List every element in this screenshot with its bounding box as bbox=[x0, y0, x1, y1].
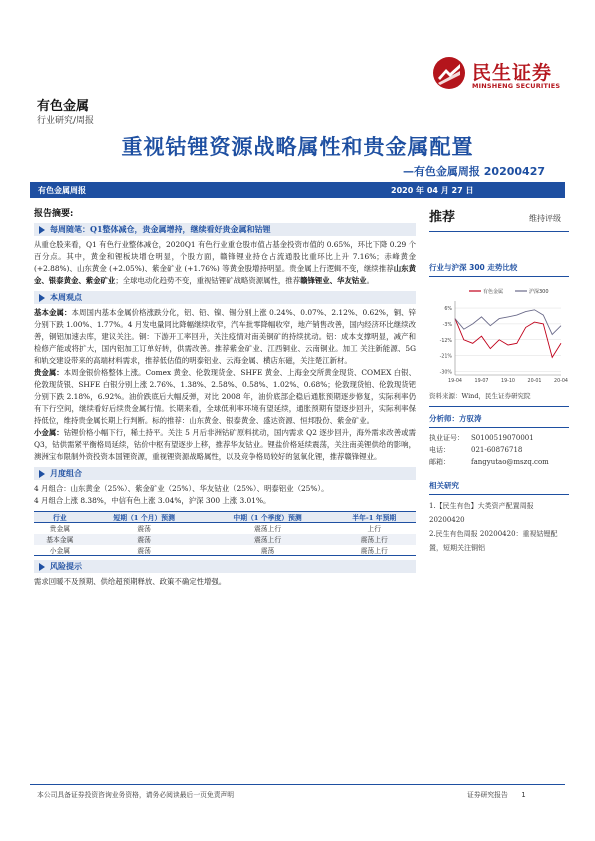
table-cell: 震荡上行 bbox=[332, 534, 416, 545]
chart-y-tick-label: -30% bbox=[439, 370, 452, 376]
footer-divider bbox=[30, 784, 565, 785]
portfolio-paragraph: 4 月组合：山东黄金（25%）、紫金矿业（25%）、华友钴业（25%）、明泰铝业（25%）。 4 月组合上涨 8.38%，中信有色上涨 3.04%，沪深 300 上涨 3.01%。 bbox=[34, 484, 329, 505]
chart-x-tick-label: 19-10 bbox=[501, 379, 515, 384]
rating-note: 维持评级 bbox=[529, 214, 561, 223]
rating-block bbox=[429, 206, 569, 232]
report-date: 2020 年 04 月 27 日 bbox=[391, 186, 474, 195]
precious-metal-label: 贵金属： bbox=[34, 368, 64, 377]
page-title: 重视钴锂资源战略属性和贵金属配置 bbox=[121, 135, 474, 159]
chart-y-tick-label: -21% bbox=[439, 354, 452, 360]
precious-metal-text: 本周金银价格整体上涨。Comex 黄金、伦敦现货金、SHFE 黄金、上海金交所黄金现货、COMEX 白银、伦敦现货银、SHFE 白银分别上涨 2.76%、1.38%、2.58%、0.58%、1.02%、0.68%；伦敦现货铂、伦敦现货钯分别下跌 2.18%，6.92%。油价跌底后大幅反弹，对比 2008 年，油价底部企稳后通胀预期逐步修复，实际利率仍有下行空间，继续看好后续贵金属行情。长期来看，全球低利率环境有望延续，通胀预期有望逐步回升，实际利率保持低位，维持贵金属长期上行判断。标的推荐：山东黄金、银泰黄金、盛达资源、恒邦股份、紫金矿业。 bbox=[34, 368, 416, 425]
essay-text-end: 。 bbox=[366, 276, 375, 285]
analyst-field-label: 邮箱： bbox=[429, 458, 450, 466]
table-cell: 震荡上行 bbox=[253, 525, 282, 534]
chart-canvas bbox=[429, 281, 569, 389]
analyst-field-value: 021-60876718 bbox=[471, 446, 523, 454]
chart-heading: 行业与沪深 300 走势比较 bbox=[429, 262, 569, 277]
section-heading-label: 风险提示 bbox=[50, 561, 82, 571]
table-cell: 震荡 bbox=[137, 525, 151, 534]
essay-text-mid: ；全球电动化趋势不变，重视钴锂矿战略资源属性，推荐 bbox=[115, 276, 301, 285]
essay-bold-stocks-2: 赣锋锂业、华友钴业 bbox=[300, 276, 367, 285]
base-metal-text: 本周国内基本金属价格涨跌分化，铝、铅、镍、锡分别上涨 0.24%、0.07%、2.12%、0.62%，铜、锌分别下跌 1.00%、1.77%。4 月发电量同比降幅继续收窄，汽车批零降幅收窄，地产销售改善，国内经济环比继续改善，铜铝加速去库，建议关注。铜：下游开工率回升，关注疫情对南美铜矿的持续扰动。铝：成本支撑明显，减产和检修产能或将扩大，国内铝加工订单好转，供需改善。推荐紫金矿业、江西铜业、云南铜业。加工 关注新能源、5G 和轨交建设带来的高端材料需求，推荐低估值的明泰铝业、云海金属、横店东磁，关注楚江新材。 bbox=[34, 308, 416, 365]
performance-chart bbox=[429, 281, 569, 389]
triangle-bullet-icon bbox=[39, 294, 45, 302]
table-cell: 上行 bbox=[367, 525, 382, 534]
footer-disclaimer: 本公司具备证券投资咨询业务资格，请务必阅读最后一页免责声明 bbox=[37, 791, 235, 799]
analyst-email-row bbox=[429, 456, 569, 468]
chart-series-line-nonferrous bbox=[455, 319, 561, 358]
section-heading-view bbox=[34, 291, 416, 304]
base-metal-label: 基本金属： bbox=[34, 308, 72, 317]
chart-legend-label: 沪深300 bbox=[529, 289, 549, 295]
footer-page-info: 证券研究报告 1 bbox=[467, 791, 526, 799]
minor-metal-label: 小金属： bbox=[34, 428, 64, 437]
section-heading-label: 每周随笔：Q1整体减仓，贵金属增持，继续看好贵金属和钴锂 bbox=[50, 224, 271, 234]
header-bar-label: 有色金属周报 bbox=[38, 186, 86, 195]
triangle-bullet-icon bbox=[39, 226, 45, 234]
table-cell: 震荡上行 bbox=[203, 534, 333, 545]
chart-y-tick-label: -12% bbox=[439, 338, 452, 344]
section-heading-essay bbox=[34, 223, 416, 236]
main-content bbox=[34, 206, 416, 588]
essay-bold-stocks: 山东黄金、银泰黄金、紫金矿业 bbox=[34, 264, 416, 285]
brand-name-en: MINSHENG SECURITIES bbox=[472, 82, 561, 90]
table-header-row bbox=[34, 512, 416, 523]
chart-x-tick-label: 20-01 bbox=[527, 379, 542, 384]
related-report-link[interactable]: 2.民生有色周报 20200420：重视钴锂配置，短期关注铜铝 bbox=[429, 530, 558, 552]
triangle-bullet-icon bbox=[39, 563, 45, 571]
forecast-table bbox=[34, 511, 416, 556]
analyst-email-link[interactable]: fangyutao@mszq.com bbox=[471, 458, 549, 466]
chart-x-tick-label: 20-04 bbox=[554, 379, 568, 384]
logo-mark-icon bbox=[432, 56, 466, 90]
brand-name-cn: 民生证券 bbox=[472, 62, 553, 84]
table-cell: 震荡 bbox=[86, 534, 203, 545]
table-cell: 震荡 bbox=[203, 545, 333, 556]
analyst-heading: 分析师：方驭涛 bbox=[429, 413, 569, 428]
chart-legend-label: 有色金属 bbox=[483, 289, 504, 295]
chart-x-tick-label: 19-07 bbox=[474, 379, 489, 384]
triangle-bullet-icon bbox=[39, 470, 45, 478]
page-subtitle: —有色金属周报 20200427 bbox=[402, 165, 545, 178]
analyst-phone-row bbox=[429, 444, 569, 456]
table-row bbox=[34, 534, 416, 545]
essay-paragraph bbox=[34, 239, 416, 287]
industry-category: 有色金属 bbox=[37, 99, 90, 114]
related-report-link[interactable]: 1.【民生有色】大类资产配置周报 20200420 bbox=[429, 502, 534, 524]
minor-metal-paragraph bbox=[34, 427, 416, 463]
chart-y-tick-label: 6% bbox=[444, 307, 452, 313]
section-heading-portfolio bbox=[34, 467, 416, 480]
rating-value: 推荐 bbox=[429, 210, 456, 225]
table-cell: 基本金属 bbox=[34, 534, 86, 545]
summary-label: 报告摘要: bbox=[34, 209, 74, 219]
table-header-cell: 半年-1 年预期 bbox=[332, 512, 416, 523]
related-heading: 相关研究 bbox=[429, 480, 569, 495]
chart-x-tick-label: 19-04 bbox=[448, 379, 462, 384]
analyst-field-label: 执业证号： bbox=[429, 434, 464, 442]
company-logo bbox=[432, 56, 577, 96]
table-cell: 震荡 bbox=[86, 545, 203, 556]
header-bar bbox=[30, 182, 565, 198]
sidebar bbox=[429, 206, 569, 555]
table-row bbox=[34, 523, 416, 534]
risk-paragraph: 需求回暖不及预期、供给超预期释放、政策不确定性增强。 bbox=[34, 577, 227, 586]
analyst-field-value: S0100519070001 bbox=[471, 434, 534, 442]
table-header-cell: 行业 bbox=[34, 512, 86, 523]
minor-metal-text: 钴锂价格小幅下行，稀土持平。关注 5 月后非洲钴矿原料扰动，国内需求 Q2 逐步回升，海外需求改善或需 Q3，钴供需紧平衡格局延续，钴价中枢有望逐步上移，推荐华友钴业。锂盐价格延续震荡，关注南美锂供给的影响，澳洲宝布限制外资投资本国锂资源，重视锂资源战略属性，以及竞争格局较好的氢氧化锂，推荐赣锋锂业。 bbox=[34, 428, 416, 461]
section-heading-label: 月度组合 bbox=[50, 468, 82, 478]
chart-y-tick-label: -3% bbox=[442, 322, 452, 328]
section-heading-label: 本周观点 bbox=[50, 292, 82, 302]
chart-source: 资料来源：Wind，民生证券研究院 bbox=[429, 391, 569, 407]
table-header-cell: 中期（1 个季度）预测 bbox=[203, 512, 333, 523]
analyst-license-row bbox=[429, 432, 569, 444]
table-cell: 震荡上行 bbox=[332, 545, 416, 556]
essay-text: 从重仓股来看，Q1 有色行业整体减仓，2020Q1 有色行业重仓股市值占基金投资市值的 0.65%，环比下降 0.29 个百分点。其中，黄金和锂板块增仓明显，个股方面，赣锋锂业持仓占流通股比重环比上升 7.16%；赤峰黄金 (+2.88%)、山东黄金 (+2.05%)、紫金矿业 (+1.76%) 等黄金股增持明显。贵金属上行逻辑不变，继续推荐 bbox=[34, 240, 416, 273]
table-cell: 贵金属 bbox=[49, 525, 71, 534]
precious-metal-paragraph bbox=[34, 367, 416, 427]
analyst-field-label: 电话： bbox=[429, 446, 450, 454]
table-header-cell: 短期（1 个月）预测 bbox=[86, 512, 203, 523]
report-type: 行业研究/周报 bbox=[37, 116, 95, 126]
table-cell: 小金属 bbox=[34, 545, 86, 556]
table-row bbox=[34, 545, 416, 556]
base-metal-paragraph bbox=[34, 307, 416, 367]
section-heading-risk bbox=[34, 560, 416, 573]
